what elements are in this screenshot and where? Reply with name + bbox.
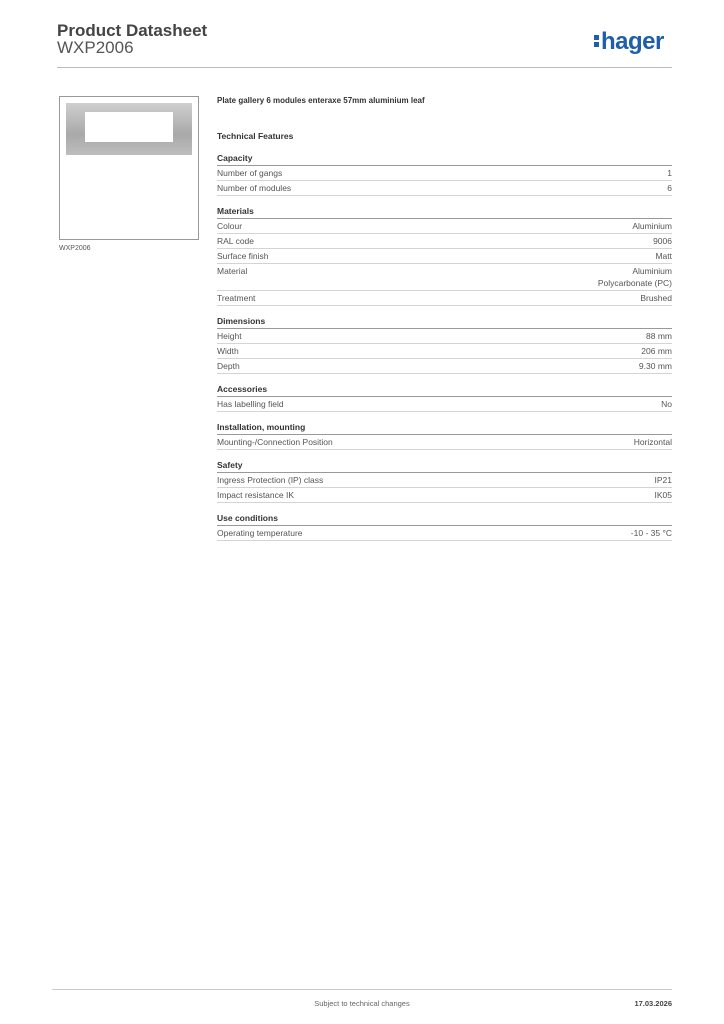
- product-code: WXP2006: [57, 38, 134, 57]
- header-divider: [57, 67, 672, 68]
- spec-value: [598, 265, 672, 289]
- spec-label: Material: [217, 266, 248, 276]
- spec-row: [217, 488, 672, 503]
- spec-label: Treatment: [217, 293, 256, 303]
- spec-row: [217, 473, 672, 488]
- spec-row: [217, 344, 672, 359]
- spec-value: [655, 489, 673, 501]
- section-title: Accessories: [217, 384, 672, 397]
- footer-divider: [52, 989, 672, 990]
- section-title: Materials: [217, 206, 672, 219]
- spec-value-line: Polycarbonate (PC): [597, 278, 672, 288]
- spec-value-line: -10 - 35 °C: [630, 528, 672, 538]
- spec-row: [217, 291, 672, 306]
- spec-content: [217, 94, 672, 541]
- spec-label: Depth: [217, 361, 240, 371]
- spec-label: Has labelling field: [217, 399, 284, 409]
- spec-section: [217, 316, 672, 374]
- spec-value: [653, 235, 672, 247]
- spec-section: [217, 384, 672, 412]
- spec-label: Mounting-/Connection Position: [217, 437, 333, 447]
- product-image: [59, 96, 199, 240]
- footer-date: 17.03.2026: [634, 999, 672, 1008]
- spec-row: [217, 397, 672, 412]
- spec-section: [217, 513, 672, 541]
- spec-value: [639, 360, 672, 372]
- spec-value: [632, 220, 672, 232]
- spec-label: Surface finish: [217, 251, 269, 261]
- footer-note: Subject to technical changes: [314, 999, 410, 1008]
- spec-value-line: IP21: [654, 475, 672, 485]
- section-title: Dimensions: [217, 316, 672, 329]
- spec-value: [646, 330, 672, 342]
- spec-value-line: 206 mm: [641, 346, 672, 356]
- plate-window: [85, 112, 173, 142]
- spec-row: [217, 249, 672, 264]
- spec-label: Number of modules: [217, 183, 292, 193]
- spec-value: [667, 182, 672, 194]
- spec-value-line: 88 mm: [646, 331, 672, 341]
- logo-text: hager: [601, 28, 664, 55]
- spec-row: [217, 219, 672, 234]
- section-title: Installation, mounting: [217, 422, 672, 435]
- spec-row: [217, 359, 672, 374]
- spec-value-line: 1: [667, 168, 672, 178]
- spec-value: [634, 436, 672, 448]
- spec-value: [667, 167, 672, 179]
- spec-value: [641, 345, 672, 357]
- spec-value: [640, 292, 672, 304]
- image-caption: WXP2006: [59, 245, 91, 252]
- spec-sections: [217, 153, 672, 541]
- technical-features-title: Technical Features: [217, 131, 294, 141]
- spec-value-line: Matt: [655, 251, 672, 261]
- spec-label: RAL code: [217, 236, 255, 246]
- spec-label: Height: [217, 331, 242, 341]
- spec-row: [217, 234, 672, 249]
- spec-section: [217, 422, 672, 450]
- spec-value-line: Brushed: [640, 293, 672, 303]
- spec-value: [661, 398, 672, 410]
- spec-value-line: Horizontal: [633, 437, 672, 447]
- spec-label: Number of gangs: [217, 168, 283, 178]
- spec-label: Colour: [217, 221, 243, 231]
- spec-value-line: 6: [667, 183, 672, 193]
- spec-value-line: No: [661, 399, 672, 409]
- document-title: Product Datasheet: [57, 21, 208, 40]
- section-title: Safety: [217, 460, 672, 473]
- spec-value-line: 9006: [653, 236, 672, 246]
- spec-value-line: Aluminium: [632, 266, 672, 276]
- spec-value: [655, 250, 672, 262]
- spec-label: Ingress Protection (IP) class: [217, 475, 324, 485]
- section-title: Use conditions: [217, 513, 672, 526]
- spec-section: [217, 206, 672, 306]
- spec-row: [217, 181, 672, 196]
- plate-illustration: [66, 103, 192, 155]
- spec-row: [217, 526, 672, 541]
- spec-section: [217, 460, 672, 503]
- spec-row: [217, 329, 672, 344]
- spec-label: Impact resistance IK: [217, 490, 295, 500]
- spec-value-line: IK05: [654, 490, 672, 500]
- spec-label: Operating temperature: [217, 528, 303, 538]
- hager-logo: [594, 28, 664, 56]
- spec-value-line: Aluminium: [632, 221, 672, 231]
- spec-label: Width: [217, 346, 239, 356]
- product-description: Plate gallery 6 modules enteraxe 57mm aluminium leaf: [217, 96, 425, 105]
- spec-value: [631, 527, 672, 539]
- spec-row: [217, 264, 672, 291]
- spec-row: [217, 435, 672, 450]
- spec-value-line: 9.30 mm: [638, 361, 672, 371]
- section-title: Capacity: [217, 153, 672, 166]
- spec-row: [217, 166, 672, 181]
- spec-value: [655, 474, 673, 486]
- logo-dots-icon: [594, 33, 599, 49]
- spec-section: [217, 153, 672, 196]
